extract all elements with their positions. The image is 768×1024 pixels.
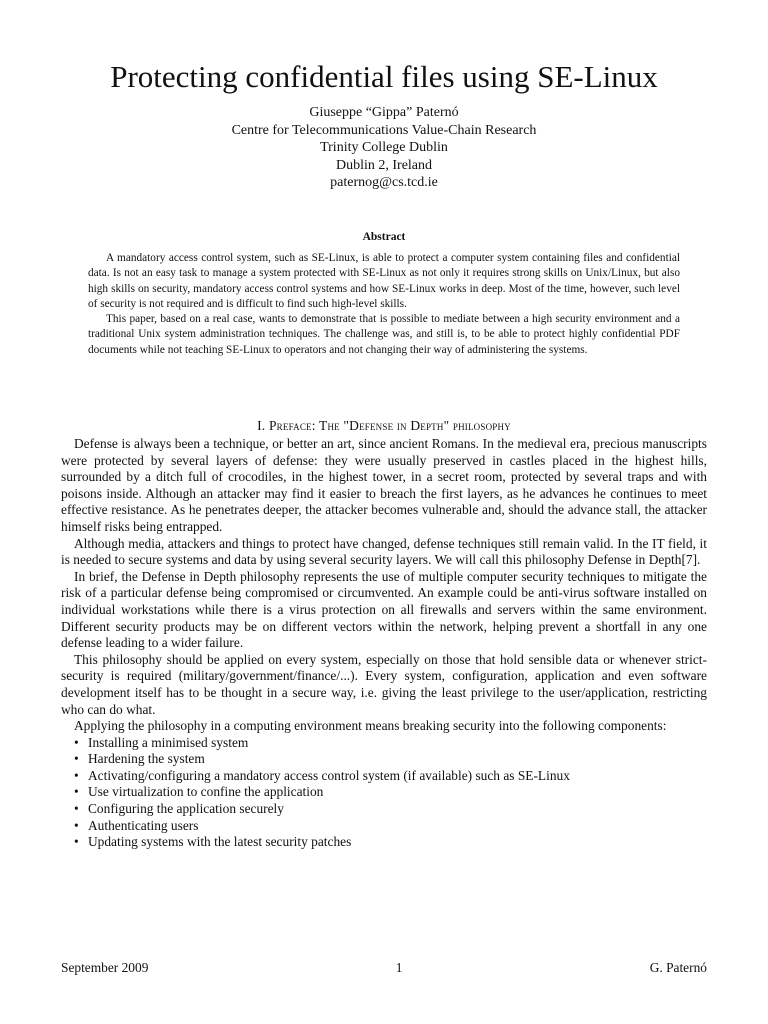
list-item xyxy=(74,801,707,818)
bullet-icon: • xyxy=(74,734,79,750)
bullet-icon: • xyxy=(74,834,79,850)
list-item xyxy=(74,735,707,752)
body-paragraph: Defense is always been a technique, or better an art, since ancient Romans. In the medieval era, precious manuscripts were protected by several layers of defense: they were usually preserved in castles placed in the highest hills, surrounded by a ditch full of crocodiles, in the highest tower, in a secret room, protected by several traps and with poisons inside. Although an attacker may find it easier to breach the first layers, as he advances he continues to meet effective resistance. As he penetrates deeper, the attacker becomes vulnerable and, should the advance stall, the attacker himself risks being entrapped. xyxy=(61,436,707,534)
page-footer xyxy=(61,960,707,976)
bullet-icon: • xyxy=(74,801,79,817)
section-body xyxy=(61,436,707,851)
author-address: Dublin 2, Ireland xyxy=(335,157,433,173)
abstract-paragraph: This paper, based on a real case, wants to demonstrate that is possible to mediate between a high security environment and a traditional Unix system administration techniques. The challenge was, and still is, to be able to protect highly confidential PDF documents while not teaching SE-Linux to operators and not changing their way of administering the systems. xyxy=(88,313,680,356)
list-item-text: Updating systems with the latest security patches xyxy=(88,834,352,850)
section-heading xyxy=(0,418,768,434)
list-item xyxy=(74,768,707,785)
author-institution: Trinity College Dublin xyxy=(320,140,448,155)
body-paragraph: Applying the philosophy in a computing environment means breaking security into the following components: xyxy=(74,718,667,734)
footer-date: September 2009 xyxy=(61,960,149,975)
list-item xyxy=(74,818,707,835)
page-number: 1 xyxy=(395,960,403,975)
author-affiliation: Centre for Telecommunications Value-Chain Research xyxy=(231,122,537,138)
author-name: Giuseppe “Gippa” Paternó xyxy=(309,105,459,120)
components-list xyxy=(61,735,707,851)
author-email: paternog@cs.tcd.ie xyxy=(330,175,438,190)
list-item-text: Configuring the application securely xyxy=(88,801,284,817)
list-item-text: Use virtualization to confine the application xyxy=(88,784,324,800)
bullet-icon: • xyxy=(74,751,79,767)
bullet-icon: • xyxy=(74,784,79,800)
paper-title: Protecting confidential files using SE-Linux xyxy=(110,59,658,94)
section-title-tail: philosophy xyxy=(452,418,511,433)
body-paragraph: In brief, the Defense in Depth philosophy represents the use of multiple computer security techniques to mitigate the risk of a particular defense being compromised or circumvented. An example could be anti-virus software installed on individual workstations while there is a virus protection on all firewalls and servers within the same environment. Different security products may be on different vectors within the network, helping prevent a shortfall in any one defense leading to a wider failure. xyxy=(61,568,707,651)
list-item-text: Activating/configuring a mandatory access control system (if available) such as SE-Linux xyxy=(88,767,570,783)
section-number: I. xyxy=(257,418,266,433)
abstract-heading: Abstract xyxy=(362,231,406,243)
author-block xyxy=(0,104,768,192)
bullet-icon: • xyxy=(74,817,79,833)
abstract-paragraph: A mandatory access control system, such as SE-Linux, is able to protect a computer system containing files and confidential data. Is not an easy task to manage a system protected with SE-Linux as not only it requires strong skills on Unix/Linux, but also high skills on security, mandatory access control systems and how SE-Linux works in deep. Most of the time, however, such level of security is not required and is difficult to find such high-level skills. xyxy=(88,252,680,310)
list-item xyxy=(74,834,707,851)
list-item-text: Authenticating users xyxy=(88,817,199,833)
list-item xyxy=(74,784,707,801)
body-paragraph: Although media, attackers and things to protect have changed, defense techniques still remain valid. In the IT field, it is needed to secure systems and data by using several security layers. We will call this philosophy Defense in Depth[7]. xyxy=(61,535,707,568)
footer-author: G. Paternó xyxy=(649,960,707,975)
section-title: Preface: The "Defense in Depth" xyxy=(268,418,450,433)
abstract xyxy=(88,251,680,358)
body-paragraph: This philosophy should be applied on every system, especially on those that hold sensible data or whenever strict-security is required (military/government/finance/...). Every system, configuration, application and even software development itself has to be thought in a secure way, i.e. giving the least privilege to the user/application, restricting who can do what. xyxy=(61,651,707,717)
list-item-text: Installing a minimised system xyxy=(88,734,249,750)
list-item xyxy=(74,751,707,768)
bullet-icon: • xyxy=(74,767,79,783)
list-item-text: Hardening the system xyxy=(88,751,205,767)
